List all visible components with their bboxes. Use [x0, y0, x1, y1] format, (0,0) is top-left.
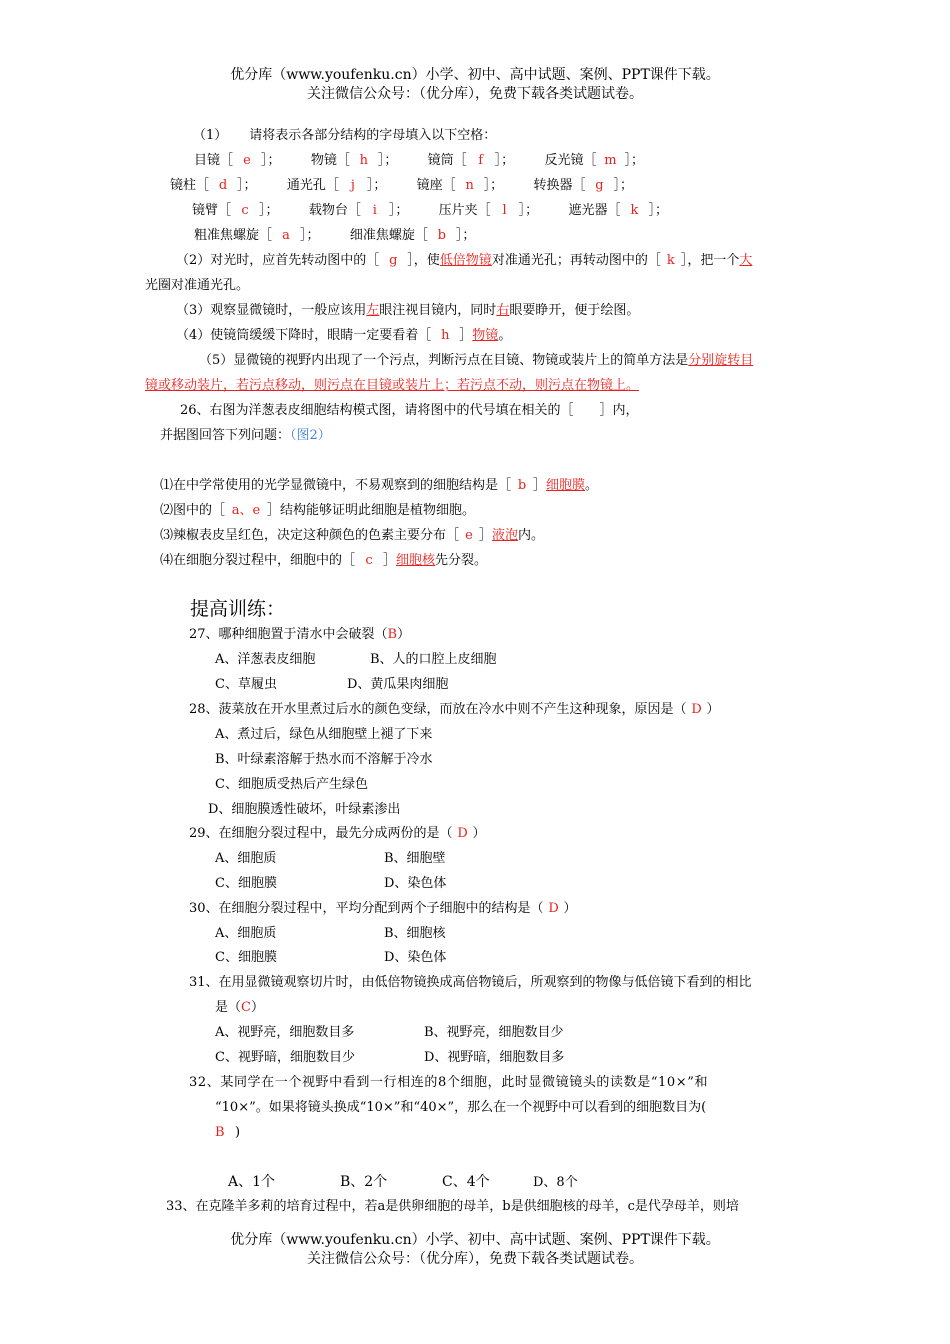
figure-reference: （图2） [290, 428, 331, 443]
footer-line-2: 关注微信公众号：（优分库），免费下载各类试题试卷。 [307, 1251, 643, 1267]
q30-stem [189, 900, 577, 918]
part-close: ］； [366, 178, 387, 193]
q1-intro [193, 127, 496, 145]
q27-option-a: A、洋葱表皮细胞 [215, 652, 316, 667]
q28-text: 28、菠菜放在开水里煮过后水的颜色变绿，而放在冷水中则不产生这种现象，原因是（ [189, 702, 687, 717]
part-answer: g [595, 178, 604, 193]
part-close: ］； [518, 203, 539, 218]
q31-option-b: B、视野亮，细胞数目少 [424, 1025, 564, 1040]
q2-answer-3: k [666, 253, 675, 268]
q3-text: 眼注视目镜内，同时 [379, 303, 497, 318]
q3-text: 眼要睁开，便于绘图。 [509, 303, 640, 318]
part-label: 细准焦螺旋［ [349, 228, 428, 243]
q2-answer-2: 低倍物镜 [439, 253, 492, 268]
part-close: ］； [377, 153, 398, 168]
part-close: ］； [494, 153, 515, 168]
part-answer: d [218, 178, 228, 193]
q3-answer-2: 右 [496, 303, 510, 318]
part-label: 压片夹［ [438, 203, 491, 218]
section-title: 提高训练： [190, 598, 286, 620]
q26-sub-3-answer-1: e [465, 528, 473, 543]
q28-answer: D [691, 702, 702, 717]
q26-text: ］ [383, 553, 397, 568]
q29-text: 29、在细胞分裂过程中，最先分成两份的是（ [189, 826, 453, 841]
q2-line-2: 光圈对准通光孔。 [145, 278, 250, 293]
part-label: 转换器［ [533, 178, 586, 193]
q26-text: ⑷在细胞分裂过程中，细胞中的［ [160, 553, 356, 568]
part-label: 目镜［ [194, 153, 234, 168]
part-label: 镜臂［ [192, 203, 232, 218]
part-label: 粗准焦螺旋［ [194, 228, 273, 243]
q29-text: ） [472, 826, 486, 841]
q2-answer-4: 大 [739, 253, 753, 268]
q29-option-a: A、细胞质 [215, 851, 277, 866]
q29-option-b: B、细胞壁 [384, 851, 446, 866]
q1-number: （1） [193, 128, 228, 143]
part-close: ］； [261, 153, 281, 168]
q27-option-b: B、人的口腔上皮细胞 [370, 652, 497, 667]
part-label: 物镜［ [310, 153, 350, 168]
part-answer: e [243, 153, 251, 168]
part-close: ］； [388, 203, 409, 218]
q26-sub-2-answer: a、e [231, 503, 261, 518]
q2-text: ］，使 [407, 253, 440, 268]
part-label: 镜筒［ [427, 153, 467, 168]
header-line-2: 关注微信公众号：（优分库），免费下载各类试题试卷。 [307, 86, 643, 102]
q31-text: ） [250, 1000, 264, 1015]
q26-text: 并据图回答下列问题： [160, 428, 291, 443]
q30-text: 30、在细胞分裂过程中，平均分配到两个子细胞中的结构是（ [189, 901, 544, 916]
q4-line [176, 327, 511, 345]
part-answer: a [282, 228, 290, 243]
part-answer: b [437, 228, 446, 243]
part-label: 遮光器［ [568, 203, 621, 218]
part-answer: m [604, 153, 617, 168]
part-answer: n [465, 178, 474, 193]
q29-option-d: D、染色体 [384, 876, 447, 891]
q31-answer: C [241, 1000, 251, 1015]
q30-option-b: B、细胞核 [384, 926, 446, 941]
q30-text: ） [563, 901, 577, 916]
q26-sub-2 [160, 502, 475, 520]
q3-text: （3）观察显微镜时，一般应该用 [176, 303, 367, 318]
q26-sub-3-answer-2: 液泡 [492, 528, 519, 543]
q27-option-d: D、黄瓜果肉细胞 [347, 677, 449, 692]
part-answer: f [478, 153, 484, 168]
part-label: 通光孔［ [286, 178, 339, 193]
q1-text: 请将表示各部分结构的字母填入以下空格： [249, 128, 497, 143]
part-answer: h [359, 153, 369, 168]
q27-answer: B [387, 627, 398, 642]
q30-answer: D [548, 901, 559, 916]
q30-option-c: C、细胞膜 [215, 950, 277, 965]
header-line-1: 优分库（www.youfenku.cn）小学、初中、高中试题、案例、PPT课件下载。 [230, 67, 720, 83]
q3-answer-1: 左 [366, 303, 380, 318]
q29-option-c: C、细胞膜 [215, 876, 277, 891]
q4-text: 。 [498, 328, 512, 343]
q27-stem [189, 626, 410, 644]
q32-stem-line-2: “10×”。如果将镜头换成“10×”和“40×”，那么在一个视野中可以看到的细胞数目为( [215, 1100, 707, 1115]
q28-option-a: A、煮过后，绿色从细胞壁上褪了下来 [215, 727, 433, 742]
q2-text: （2）对光时，应首先转动图中的［ [176, 253, 380, 268]
q26-text: ⑵图中的［ [160, 503, 226, 518]
q26-sub-1-answer-2: 细胞膜 [546, 478, 586, 493]
q28-option-b: B、叶绿素溶解于热水而不溶解于冷水 [215, 752, 433, 767]
q28-option-d: D、细胞膜透性破坏，叶绿素渗出 [208, 802, 401, 817]
q2-text: ］，把一个 [680, 253, 740, 268]
q28-stem [189, 701, 720, 719]
part-close: ］； [613, 178, 633, 193]
q5-answer-part-1: 分别旋转目 [688, 353, 754, 368]
q26-sub-3 [160, 527, 544, 545]
q30-option-d: D、染色体 [384, 950, 447, 965]
parts-row-4 [194, 227, 475, 245]
q31-option-a: A、视野亮，细胞数目多 [215, 1025, 355, 1040]
q26-text: ］ [533, 478, 547, 493]
q5-line-1 [199, 352, 753, 370]
q26-sub-4-answer-1: c [365, 553, 373, 568]
part-close: ］； [483, 178, 504, 193]
q26-line-2 [160, 427, 331, 445]
q32-stem-line-1: 32、某同学在一个视野中看到一行相连的8个细胞，此时显微镜镜头的读数是“10×”和 [189, 1075, 709, 1090]
q31-stem-line-1: 31、在用显微镜观察切片时，由低倍物镜换成高倍物镜后，所观察到的物像与低倍镜下看到的相比 [189, 975, 752, 990]
q26-text: 内。 [518, 528, 545, 543]
q29-answer: D [457, 826, 468, 841]
q32-answer-line [215, 1124, 240, 1142]
q33-stem-line-1: 33、在克隆羊多莉的培育过程中，若a是供卵细胞的母羊，b是供细胞核的母羊，c是代孕母羊，则培 [166, 1199, 739, 1214]
part-label: 镜座［ [416, 178, 456, 193]
part-label: 反光镜［ [544, 153, 597, 168]
part-close: ］； [648, 203, 668, 218]
q26-text: ］结构能够证明此细胞是植物细胞。 [267, 503, 476, 518]
q28-text: ） [706, 702, 720, 717]
q2-answer-1: g [389, 253, 398, 268]
q5-text: （5）显微镜的视野内出现了一个污点，判断污点在目镜、物镜或装片上的简单方法是 [199, 353, 689, 368]
q4-answer-1: h [441, 328, 450, 343]
part-answer: k [630, 203, 639, 218]
part-close: ］； [237, 178, 257, 193]
q27-text: ） [397, 627, 411, 642]
q26-sub-4-answer-2: 细胞核 [396, 553, 436, 568]
part-close: ］； [455, 228, 476, 243]
q31-option-d: D、视野暗，细胞数目多 [424, 1050, 565, 1065]
part-close: ］； [259, 203, 279, 218]
parts-row-3 [192, 202, 668, 220]
q5-answer-part-2: 镜或移动装片，若污点移动，则污点在目镜或装片上；若污点不动，则污点在物镜上。 [145, 378, 640, 393]
q30-option-a: A、细胞质 [215, 926, 277, 941]
footer-line-1: 优分库（www.youfenku.cn）小学、初中、高中试题、案例、PPT课件下载。 [230, 1232, 720, 1248]
part-answer: l [502, 203, 507, 218]
part-label: 镜柱［ [170, 178, 210, 193]
q26-text: 先分裂。 [435, 553, 488, 568]
parts-row-1 [194, 152, 644, 170]
q2-text: 对准通光孔；再转动图中的［ [491, 253, 661, 268]
q27-option-c: C、草履虫 [215, 677, 277, 692]
part-answer: i [372, 203, 377, 218]
q2-line-1 [176, 252, 752, 270]
q31-option-c: C、视野暗，细胞数目少 [215, 1050, 355, 1065]
q27-text: 27、哪种细胞置于清水中会破裂（ [189, 627, 388, 642]
part-close: ］； [300, 228, 320, 243]
part-close: ］； [624, 153, 644, 168]
q32-option-c: C、4个 [442, 1174, 490, 1190]
q4-text: （4）使镜筒缓缓下降时，眼睛一定要看着［ [176, 328, 432, 343]
q26-text: ］ [479, 528, 493, 543]
q32-option-d: D、8个 [533, 1175, 578, 1190]
part-label: 载物台［ [308, 203, 361, 218]
q26-sub-1-answer-1: b [517, 478, 527, 493]
q32-text: ) [235, 1125, 241, 1140]
q32-answer: B [215, 1125, 225, 1140]
q31-stem-line-2 [215, 999, 264, 1017]
q26-text: ⑶辣椒表皮呈红色，决定这种颜色的色素主要分布［ [160, 528, 460, 543]
parts-row-2 [170, 177, 633, 195]
part-answer: j [350, 178, 355, 193]
q4-text: ］ [459, 328, 473, 343]
part-answer: c [241, 203, 249, 218]
q26-text: 。 [585, 478, 599, 493]
q3-line [176, 302, 639, 320]
q26-sub-1 [160, 477, 598, 495]
q26-text: ⑴在中学常使用的光学显微镜中，不易观察到的细胞结构是［ [160, 478, 512, 493]
q26-sub-4 [160, 552, 487, 570]
q28-option-c: C、细胞质受热后产生绿色 [215, 777, 368, 792]
q31-text: 是（ [215, 1000, 242, 1015]
q29-stem [189, 825, 486, 843]
q26-line-1: 26、右图为洋葱表皮细胞结构模式图，请将图中的代号填在相关的［ ］内， [180, 403, 639, 418]
q32-option-b: B、2个 [340, 1174, 388, 1190]
q4-answer-2: 物镜 [472, 328, 499, 343]
q32-option-a: A、1个 [228, 1174, 276, 1190]
